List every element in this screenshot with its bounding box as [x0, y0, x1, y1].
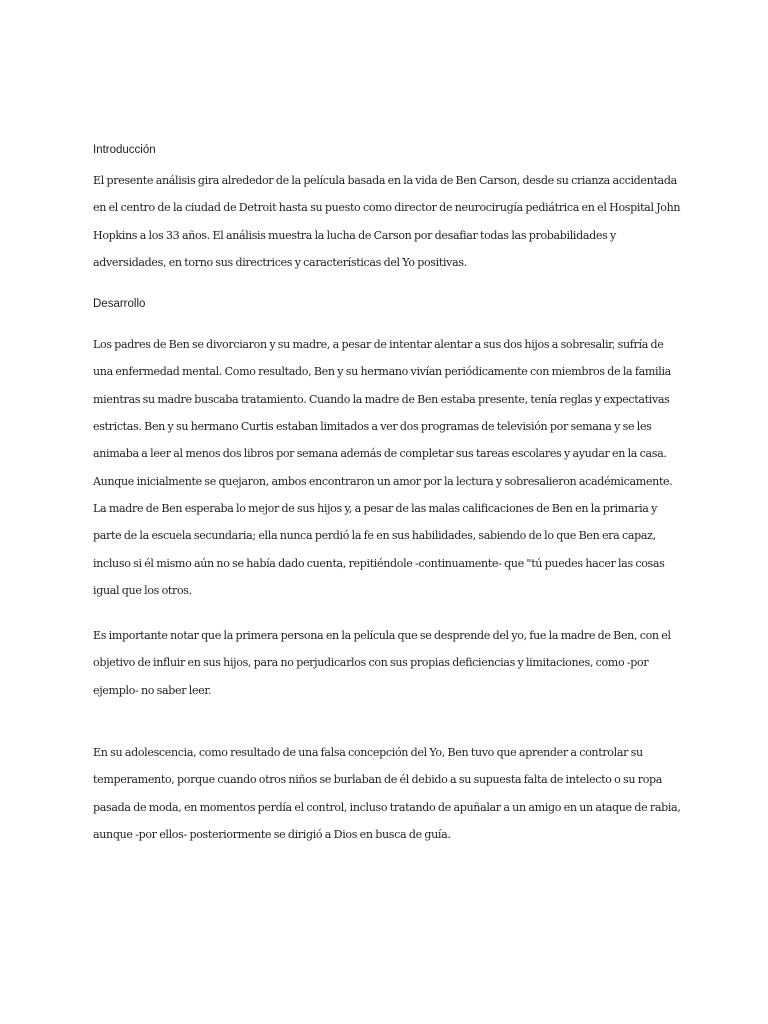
- paragraph-mother-influence: Es importante notar que la primera persona en la película que se desprende del yo, fue la madre de Ben, con el objetivo de influir en sus hijos, para no perjudicarlos con sus propias deficiencias y limitaciones, como -por ejemplo- no saber leer.: [93, 629, 671, 697]
- paragraph-adolescence: En su adolescencia, como resultado de una falsa concepción del Yo, Ben tuvo que aprender a controlar su temperamento, porque cuando otros niños se burlaban de él debido a su supuesta falta de intelecto o su ropa pasada de moda, en momentos perdía el control, incluso tratando de apuñalar a un amigo en un ataque de rabia, aunque -por ellos- posteriormente se dirigió a Dios en busca de guía.: [93, 746, 681, 841]
- heading-introduccion: Introducción: [93, 144, 156, 156]
- document-body: [93, 142, 685, 848]
- paragraph-introduction: El presente análisis gira alrededor de la película basada en la vida de Ben Carson, desde su crianza accidentada en el centro de la ciudad de Detroit hasta su puesto como director de neurocirugía pediátrica en el Hospital John Hopkins a los 33 años. El análisis muestra la lucha de Carson por desafiar todas las probabilidades y adversidades, en torno sus directrices y características del Yo positivas.: [93, 174, 681, 269]
- paragraph-parents: Los padres de Ben se divorciaron y su madre, a pesar de intentar alentar a sus dos hijos a sobresalir, sufría de una enfermedad mental. Como resultado, Ben y su hermano vivían periódicamente con miembros de la familia mientras su madre buscaba tratamiento. Cuando la madre de Ben estaba presente, tenía reglas y expectativas estrictas. Ben y su hermano Curtis estaban limitados a ver dos programas de televisión por semana y se les animaba a leer al menos dos libros por semana además de completar sus tareas escolares y ayudar en la casa. Aunque inicialmente se quejaron, ambos encontraron un amor por la lectura y sobresalieron académicamente. La madre de Ben esperaba lo mejor de sus hijos y, a pesar de las malas calificaciones de Ben en la primaria y parte de la escuela secundaria; ella nunca perdió la fe en sus habilidades, sabiendo de lo que Ben era capaz, incluso si él mismo aún no se había dado cuenta, repitiéndole -continuamente- que "tú puedes hacer las cosas igual que los otros.: [93, 338, 673, 597]
- heading-desarrollo: Desarrollo: [93, 298, 146, 311]
